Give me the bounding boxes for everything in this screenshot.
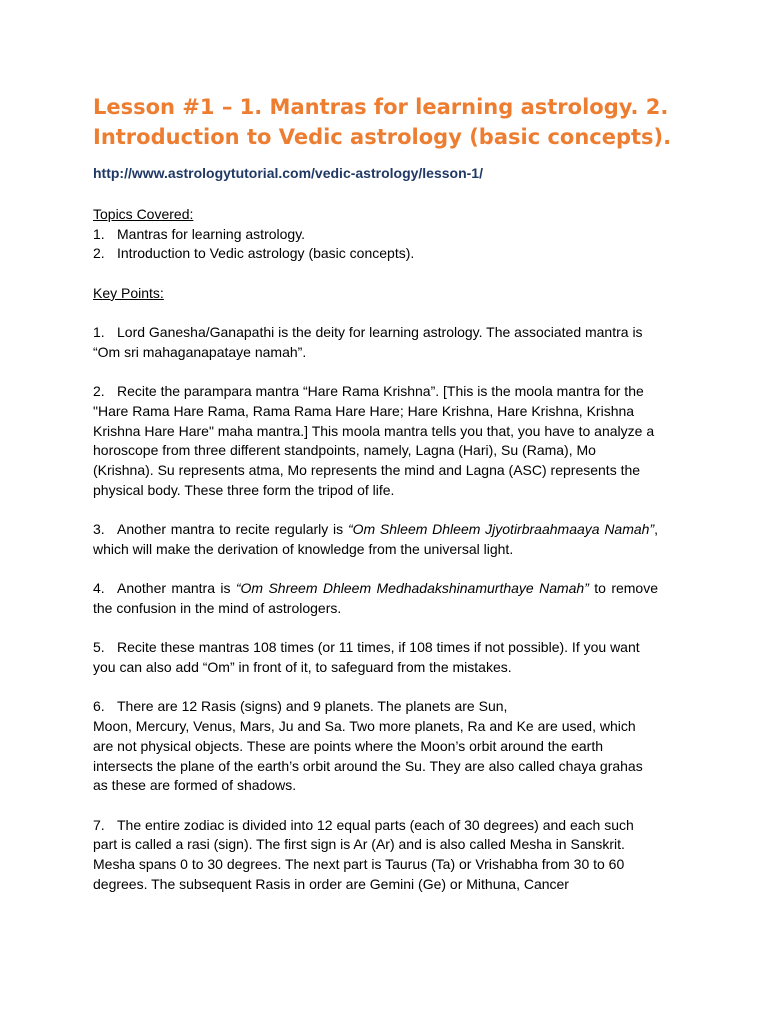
key-point-number: 7. <box>93 816 105 833</box>
key-point-7 <box>93 816 658 895</box>
topic-number: 1. <box>93 225 105 242</box>
topic-item <box>93 244 658 264</box>
topic-text: Introduction to Vedic astrology (basic concepts). <box>117 245 415 262</box>
key-point-text: Recite these mantras 108 times (or 11 times, if 108 times if not possible). If you want you can also add “Om” in front of it, to safeguard from the mistakes. <box>93 639 640 676</box>
mantra-text: “Om Shreem Dhleem Medhadakshinamurthaye Namah” <box>235 580 589 597</box>
key-point-text: There are 12 Rasis (signs) and 9 planets. The planets are Sun, <box>117 698 508 715</box>
key-point-text: to remove the confusion in the mind of astrologers. <box>93 580 658 616</box>
key-point-text: Lord Ganesha/Ganapathi is the deity for learning astrology. The associated mantra is “Om sri mahaganapataye namah”. <box>93 324 643 360</box>
key-point-text: , which will make the derivation of knowledge from the universal light. <box>93 521 659 557</box>
key-points-heading: Key Points: <box>93 284 164 301</box>
key-point-number: 4. <box>93 580 105 597</box>
key-point-number: 1. <box>93 324 105 341</box>
key-point-6-first-line <box>93 697 658 717</box>
key-point-text: Another mantra is <box>117 580 236 597</box>
key-point-5 <box>93 638 658 677</box>
key-point-text: The entire zodiac is divided into 12 equal parts (each of 30 degrees) and each such part is called a rasi (sign). The first sign is Ar (Ar) and is also called Mesha in Sanskrit. Mesha spans 0 to 30 degrees. The next part is Taurus (Ta) or Vrishabha from 30 to 60 degrees. The subsequent Rasis in order are Gemini (Ge) or Mithuna, Cancer <box>93 816 634 892</box>
lesson-url-link[interactable]: http://www.astrologytutorial.com/vedic-astrology/lesson-1/ <box>93 165 483 181</box>
key-point-number: 3. <box>93 521 105 538</box>
key-point-6 <box>93 697 658 796</box>
key-point-number: 5. <box>93 639 105 656</box>
topics-heading: Topics Covered: <box>93 206 194 222</box>
key-point-4 <box>93 579 658 618</box>
document-body <box>93 205 658 894</box>
key-point-text: Another mantra to recite regularly is <box>117 521 348 538</box>
lesson-title: Lesson #1 – 1. Mantras for learning astrology. 2. Introduction to Vedic astrology (basic concepts). <box>93 95 672 149</box>
topic-item <box>93 225 658 245</box>
key-point-number: 2. <box>93 383 105 400</box>
mantra-text: “Om Shleem Dhleem Jjyotirbraahmaaya Namah” <box>347 521 655 538</box>
key-point-number: 6. <box>93 698 105 715</box>
key-point-text: Recite the parampara mantra “Hare Rama Krishna”. [This is the moola mantra for the "Hare Rama Hare Rama, Rama Rama Hare Hare; Hare Krishna, Hare Krishna, Krishna Krishna Hare Hare" maha mantra.] This moola mantra tells you that, you have to analyze a horoscope from three different standpoints, namely, Lagna (Hari), Su (Rama), Mo (Krishna). Su represents atma, Mo represents the mind and Lagna (ASC) represents the physical body. These three form the tripod of life. <box>93 383 655 498</box>
topic-number: 2. <box>93 245 105 262</box>
topic-text: Mantras for learning astrology. <box>117 225 306 242</box>
key-point-3 <box>93 520 658 559</box>
key-point-2 <box>93 382 658 500</box>
key-point-text: Moon, Mercury, Venus, Mars, Ju and Sa. Two more planets, Ra and Ke are used, which are not physical objects. These are points where the Moon’s orbit around the earth intersects the plane of the earth’s orbit around the Su. They are also called chaya grahas as these are formed of shadows. <box>93 718 643 794</box>
key-point-1 <box>93 323 658 362</box>
